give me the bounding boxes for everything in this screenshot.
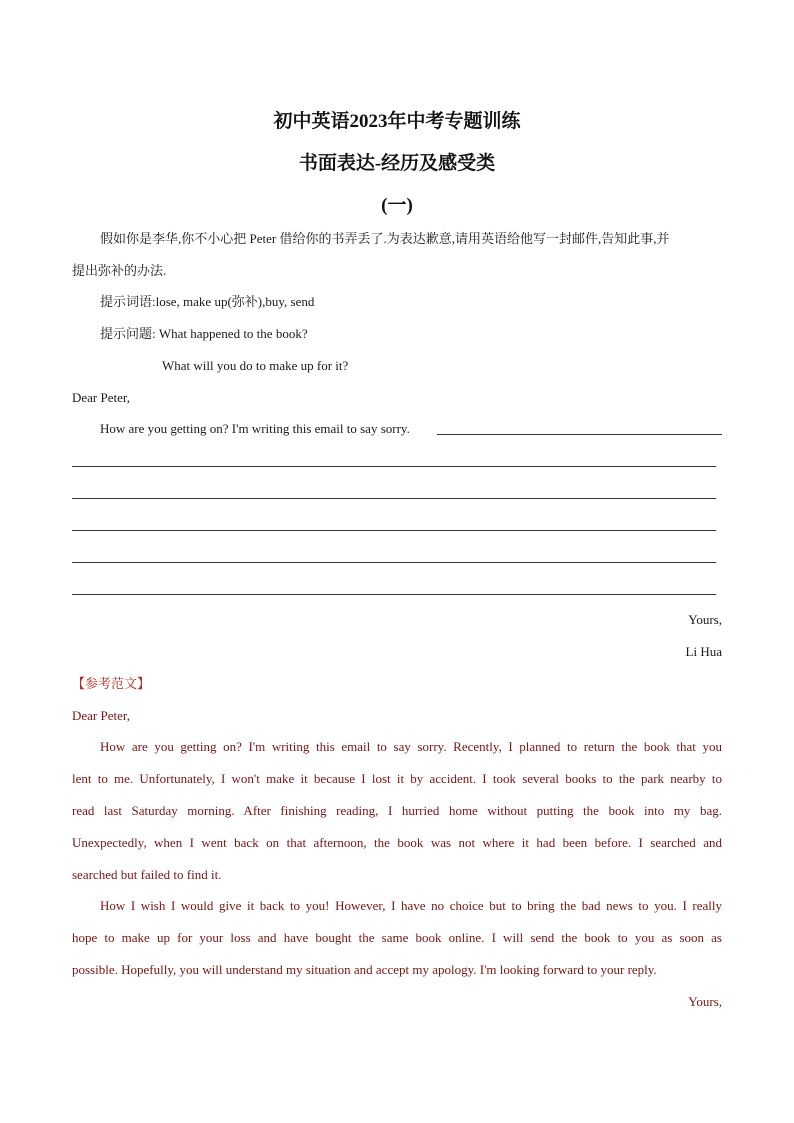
hint-question-1: 提示问题: What happened to the book? <box>100 326 308 341</box>
section-number: (一) <box>381 195 413 216</box>
letter-closing: Yours, <box>688 612 722 627</box>
writing-blank-line <box>72 466 716 467</box>
document-subtitle: 书面表达-经历及感受类 <box>298 153 496 174</box>
answer-closing: Yours, <box>688 994 722 1009</box>
answer-paragraph-1-line: Unexpectedly, when I went back on that afternoon, the book was not where it had been before. I searched and <box>72 835 722 850</box>
document-title: 初中英语2023年中考专题训练 <box>273 111 521 132</box>
writing-blank-line <box>72 594 716 595</box>
letter-signature: Li Hua <box>685 644 722 659</box>
letter-opening: How are you getting on? I'm writing this email to say sorry. <box>100 421 410 436</box>
answer-paragraph-1-line: read last Saturday morning. After finishing reading, I hurried home without putting the book into my bag. <box>72 803 722 818</box>
reference-answer-label: 【参考范文】 <box>72 676 151 691</box>
letter-salutation: Dear Peter, <box>72 390 130 405</box>
answer-paragraph-1-line: How are you getting on? I'm writing this email to say sorry. Recently, I planned to return the book that you <box>100 739 722 754</box>
answer-paragraph-1-line: lent to me. Unfortunately, I won't make it because I lost it by accident. I took several books to the park nearby to <box>72 771 722 786</box>
prompt-line-2: 提出弥补的办法. <box>72 263 167 278</box>
writing-blank-line <box>72 562 716 563</box>
writing-blank-line <box>72 498 716 499</box>
writing-blank-line <box>72 530 716 531</box>
hint-words: 提示词语:lose, make up(弥补),buy, send <box>100 294 315 309</box>
answer-salutation: Dear Peter, <box>72 708 130 723</box>
answer-paragraph-2-line: hope to make up for your loss and have bought the same book online. I will send the book to you as soon as <box>72 930 722 945</box>
prompt-line-1: 假如你是李华,你不小心把 Peter 借给你的书弄丢了.为表达歉意,请用英语给他写一封邮件,告知此事,并 <box>100 231 670 246</box>
writing-blank-line <box>437 434 722 435</box>
answer-paragraph-1-line: searched but failed to find it. <box>72 867 222 882</box>
answer-paragraph-2-line: How I wish I would give it back to you! However, I have no choice but to bring the bad news to you. I really <box>100 898 722 913</box>
hint-question-2: What will you do to make up for it? <box>162 358 349 373</box>
answer-paragraph-2-line: possible. Hopefully, you will understand my situation and accept my apology. I'm looking forward to your reply. <box>72 962 657 977</box>
